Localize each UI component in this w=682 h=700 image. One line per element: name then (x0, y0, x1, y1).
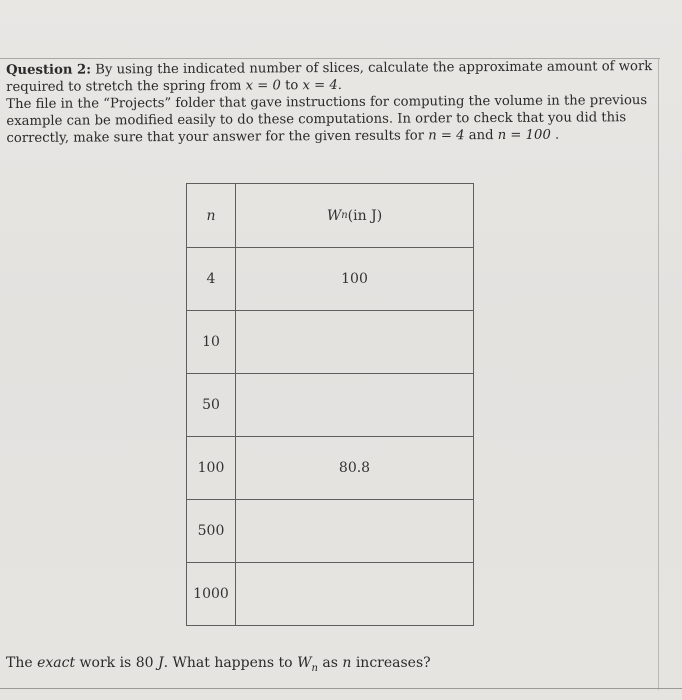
table-row (187, 563, 474, 626)
work-cell: 80.8 (338, 460, 371, 476)
header-n: n (206, 207, 216, 224)
x-end: x = 4 (302, 77, 338, 94)
n-cell: 50 (202, 397, 220, 413)
header-w-cell (236, 184, 474, 248)
question-paragraph-1: Question 2: By using the indicated number of slices, calculate the approximate amount of work required to stretch the spring from x = 0 to x = 4. (6, 59, 653, 95)
table-row (187, 500, 474, 563)
question-paragraph-2: The file in the “Projects” folder that gave instructions for computing the volume in the previous example can be modified easily to do these computations. In order to check that you did this correctly, make sure that your answer for the given results for n = 4 and n = 100 . (6, 93, 648, 146)
n-cell: 500 (197, 523, 225, 539)
n-cell: 4 (206, 271, 216, 287)
work-cell: 100 (341, 271, 368, 287)
question-label: Question 2: (6, 62, 92, 78)
table-row (187, 248, 474, 311)
header-n-cell (187, 184, 236, 248)
n-cell: 10 (202, 334, 220, 350)
right-rule (658, 58, 659, 690)
table-row (187, 374, 474, 437)
table-row (187, 437, 474, 500)
work-table (186, 183, 474, 626)
n-value-1: n = 4 (428, 128, 465, 144)
x-start: x = 0 (245, 78, 281, 94)
header-w: W n (in J) (326, 207, 383, 224)
table-row (187, 311, 474, 374)
table-header-row (187, 184, 474, 248)
n-cell: 1000 (193, 586, 229, 602)
follow-up-question: The exact work is 80 J. What happens to $W_n$ as n increases? (6, 655, 431, 674)
question-text (6, 58, 657, 147)
n-cell: 100 (197, 460, 225, 476)
bottom-rule (0, 688, 682, 689)
n-value-2: n = 100 (497, 127, 551, 143)
